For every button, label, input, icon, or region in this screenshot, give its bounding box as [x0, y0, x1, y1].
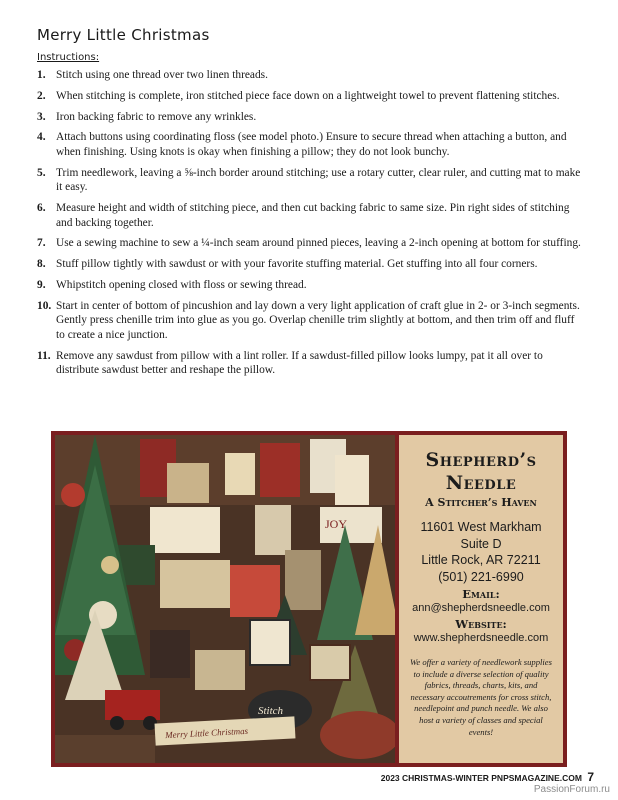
- store-advertisement: [51, 431, 567, 767]
- store-address: [399, 519, 563, 585]
- photo-banner-text: Merry Little Christmas: [164, 725, 249, 741]
- step-number: 5.: [37, 166, 46, 179]
- store-photo-illustration: [55, 435, 395, 763]
- step-number: 4.: [37, 131, 46, 144]
- step-number: 11.: [37, 349, 51, 362]
- step-number: 6.: [37, 202, 46, 215]
- step-number: 7.: [37, 237, 46, 250]
- instruction-step: [37, 349, 585, 378]
- instruction-step: [37, 201, 585, 230]
- step-text: Attach buttons using coordinating floss (see model photo.) Ensure to secure thread when attaching a button, and when finishing. Using knots is okay when finishing a pillow; they do not look bunchy.: [56, 131, 567, 158]
- photo-stitch-text: Stitch: [258, 705, 284, 717]
- store-tagline: A Stitcher’s Haven: [425, 496, 537, 509]
- step-number: 10.: [37, 299, 52, 312]
- instruction-step: [37, 130, 585, 159]
- store-info-panel: [399, 435, 563, 763]
- instruction-step: [37, 299, 585, 343]
- step-text: Measure height and width of stitching piece, and then cut backing fabric to same size. Pin right sides of stitching and backing together.: [56, 202, 570, 229]
- address-line-2: Suite D: [460, 536, 502, 551]
- store-description: We offer a variety of needlework supplies to include a diverse selection of quality fabrics, threads, charts, kits, and necessary accoutrements for cross stitch, needlepoint and punch needle. We also host a variety of classes and special events!: [410, 657, 552, 737]
- website-label: Website:: [455, 617, 507, 631]
- instruction-step: [37, 236, 585, 251]
- footer-site: PNPSMAGAZINE.COM: [491, 773, 582, 783]
- watermark-text: PassionForum.ru: [533, 784, 610, 795]
- store-phone: (501) 221-6990: [438, 569, 524, 584]
- photo-joy-text: JOY: [325, 517, 348, 531]
- step-text: Stitch using one thread over two linen threads.: [56, 69, 268, 81]
- step-text: Whipstitch opening closed with floss or sewing thread.: [56, 279, 307, 292]
- step-number: 3.: [37, 110, 46, 123]
- step-text: Remove any sawdust from pillow with a lint roller. If a sawdust-filled pillow looks lumpy, pat it all over to distribute sawdust better and reshape the pillow.: [56, 349, 543, 377]
- email-label: Email:: [462, 587, 500, 601]
- instruction-step: [37, 278, 585, 293]
- instruction-step: [37, 89, 585, 104]
- instructions-heading: Instructions:: [37, 52, 100, 63]
- instructions-list: [37, 68, 585, 384]
- address-line-3: Little Rock, AR 72211: [421, 553, 541, 567]
- instruction-step: [37, 257, 585, 272]
- step-text: Iron backing fabric to remove any wrinkles.: [56, 110, 257, 123]
- store-email: ann@shepherdsneedle.com: [412, 602, 550, 614]
- step-text: Use a sewing machine to sew a ¼-inch seam around pinned pieces, leaving a 2-inch opening at bottom for stuffing.: [56, 237, 581, 250]
- page-title: Merry Little Christmas: [37, 26, 210, 44]
- step-text: Trim needlework, leaving a ⅝-inch border around stitching; use a rotary cutter, clear ruler, and cutting mat to make it easy.: [56, 166, 581, 194]
- address-line-1: 11601 West Markham: [420, 520, 542, 534]
- step-number: 1.: [37, 69, 46, 81]
- store-name: [399, 449, 563, 495]
- step-text: When stitching is complete, iron stitched piece face down on a lightweight towel to prevent flattening stitches.: [56, 89, 560, 102]
- step-text: Stuff pillow tightly with sawdust or with your favorite stuffing material. Get stuffing into all four corners.: [56, 258, 538, 271]
- store-name-line-1: Shepherd’s: [425, 449, 537, 471]
- store-website: www.shepherdsneedle.com: [413, 632, 549, 644]
- step-number: 9.: [37, 279, 46, 292]
- step-number: 2.: [37, 89, 46, 102]
- instruction-step: [37, 68, 585, 83]
- step-number: 8.: [37, 258, 46, 271]
- page-number: 7: [587, 770, 594, 784]
- instruction-step: [37, 110, 585, 125]
- store-name-line-2: Needle: [445, 472, 517, 494]
- step-text: Start in center of bottom of pincushion and lay down a very light application of craft glue in 2- or 3-inch segments. Gently press chenille trim into glue as you go. Overlap chenille trim slightly at bottom, and then trim off and fluff to create a nice junction.: [56, 299, 580, 341]
- page-footer: [381, 770, 594, 784]
- store-photo: [55, 435, 395, 763]
- instruction-step: [37, 166, 585, 195]
- footer-issue: 2023 CHRISTMAS-WINTER: [380, 773, 489, 783]
